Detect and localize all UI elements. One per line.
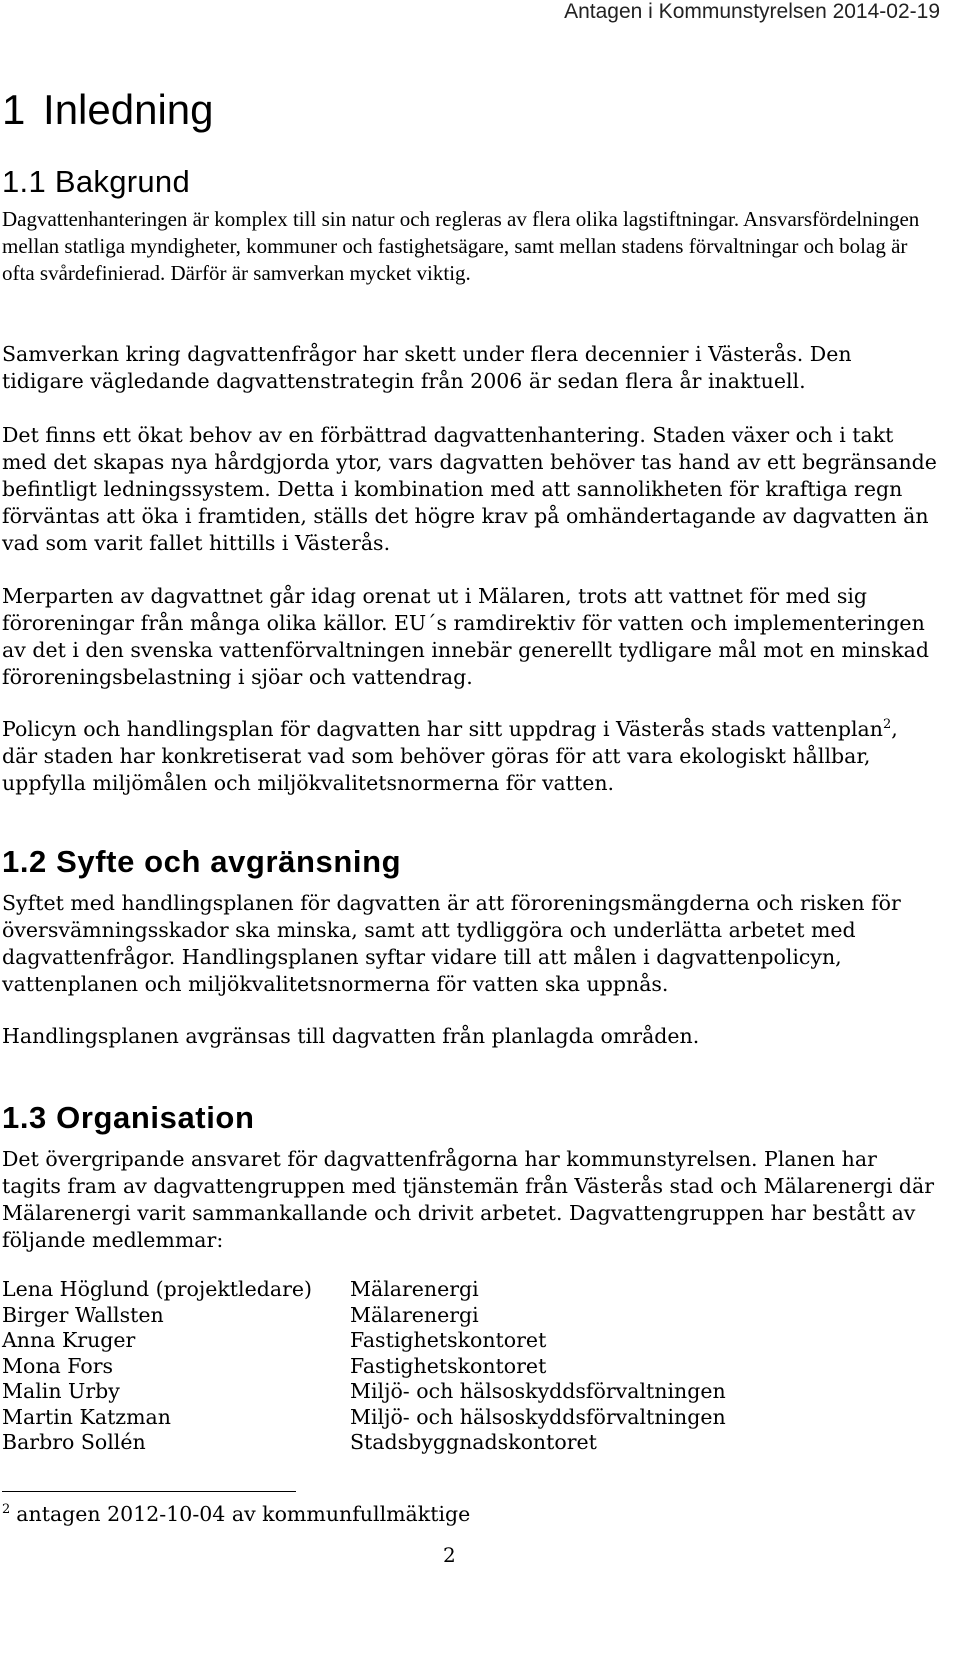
- member-list: [2, 1277, 902, 1456]
- member-organisation: Mälarenergi: [350, 1277, 479, 1301]
- paragraph-bakgrund-4: Merparten av dagvattnet går idag orenat ut i Mälaren, trots att vattnet för med sig föroreningar från många olika källor. EU´s ramdirektiv för vatten och implementeringen av det i den svenska vattenförvaltningen innebär generellt tydligare mål mot en minskad föroreningsbelastning i sjöar och vattendrag.: [2, 584, 929, 689]
- member-organisation: Fastighetskontoret: [350, 1353, 547, 1378]
- paragraph-bakgrund-2: Samverkan kring dagvattenfrågor har skett under flera decennier i Västerås. Den tidigare vägledande dagvattenstrategin från 2006 är sedan flera år inaktuell.: [2, 342, 852, 393]
- paragraph-bakgrund-3: Det finns ett ökat behov av en förbättrad dagvattenhantering. Staden växer och i takt med det skapas nya hårdgjorda ytor, vars dagvatten behöver tas hand av ett begränsande befintligt ledningssystem. Detta i kombination med att sannolikheten för kraftiga regn förväntas att öka i framtiden, ställs det högre krav på omhändertagande av dagvatten än vad som varit fallet hittills i Västerås.: [2, 423, 937, 555]
- footnote-reference: 2: [882, 717, 892, 733]
- paragraph-bakgrund-5: [2, 716, 937, 797]
- member-name: Martin Katzman: [2, 1404, 171, 1429]
- member-row: [2, 1303, 902, 1329]
- footnote-mark: 2: [2, 1502, 11, 1518]
- page-header-date: Antagen i Kommunstyrelsen 2014-02-19: [564, 0, 940, 23]
- member-name: Birger Wallsten: [2, 1302, 164, 1327]
- paragraph-organisation-1: Det övergripande ansvaret för dagvattenfrågorna har kommunstyrelsen. Planen har tagits fram av dagvattengruppen med tjänstemän från Västerås stad och Mälarenergi där Mälarenergi varit sammankallande och drivit arbetet. Dagvattengruppen har bestått av följande medlemmar:: [2, 1147, 935, 1252]
- member-row: [2, 1379, 902, 1405]
- member-row: [2, 1277, 902, 1303]
- member-name: Anna Kruger: [2, 1328, 136, 1352]
- member-organisation: Miljö- och hälsoskyddsförvaltningen: [350, 1404, 726, 1429]
- footnote-divider: [2, 1491, 296, 1492]
- paragraph-syfte-1: Syftet med handlingsplanen för dagvatten är att föroreningsmängderna och risken för översvämningsskador ska minska, samt att tydliggöra och underlätta arbetet med dagvattenfrågor. Handlingsplanen syftar vidare till att målen i dagvattenpolicyn, vattenplanen och miljökvalitetsnormerna för vatten ska uppnås.: [2, 891, 901, 996]
- chapter-title: 1 Inledning: [2, 86, 214, 133]
- member-row: [2, 1354, 902, 1380]
- paragraph-text: Policyn och handlingsplan för dagvatten har sitt uppdrag i Västerås stads vattenplan: [2, 717, 883, 741]
- paragraph-syfte-2: Handlingsplanen avgränsas till dagvatten från planlagda områden.: [2, 1024, 700, 1048]
- member-row: [2, 1430, 902, 1456]
- section-heading-syfte: 1.2 Syfte och avgränsning: [2, 844, 402, 879]
- member-organisation: Miljö- och hälsoskyddsförvaltningen: [350, 1379, 726, 1403]
- paragraph-bakgrund-1: Dagvattenhanteringen är komplex till sin natur och regleras av flera olika lagstiftningar. Ansvarsfördelningen mellan statliga myndigheter, kommuner och fastighetsägare, samt mellan stadens förvaltningar och bolag är ofta svårdefinierad. Därför är samverkan mycket viktig.: [2, 207, 920, 285]
- member-organisation: Stadsbyggnadskontoret: [350, 1430, 597, 1454]
- member-name: Lena Höglund (projektledare): [2, 1277, 313, 1301]
- member-organisation: Mälarenergi: [350, 1302, 479, 1327]
- page-number: 2: [443, 1543, 456, 1567]
- member-name: Mona Fors: [2, 1353, 114, 1378]
- member-name: Barbro Sollén: [2, 1430, 146, 1454]
- member-row: [2, 1328, 902, 1354]
- member-organisation: Fastighetskontoret: [350, 1328, 547, 1352]
- footnote-text: antagen 2012-10-04 av kommunfullmäktige: [16, 1502, 471, 1526]
- section-heading-bakgrund: 1.1 Bakgrund: [2, 164, 191, 199]
- member-row: [2, 1405, 902, 1431]
- paragraph-text: , där staden har konkretiserat vad som behöver göras för att vara ekologiskt hållbar, uppfylla miljömålen och miljökvalitetsnormerna för vatten.: [2, 717, 898, 795]
- footnote: [2, 1502, 470, 1526]
- member-name: Malin Urby: [2, 1379, 120, 1403]
- section-heading-organisation: 1.3 Organisation: [2, 1100, 255, 1135]
